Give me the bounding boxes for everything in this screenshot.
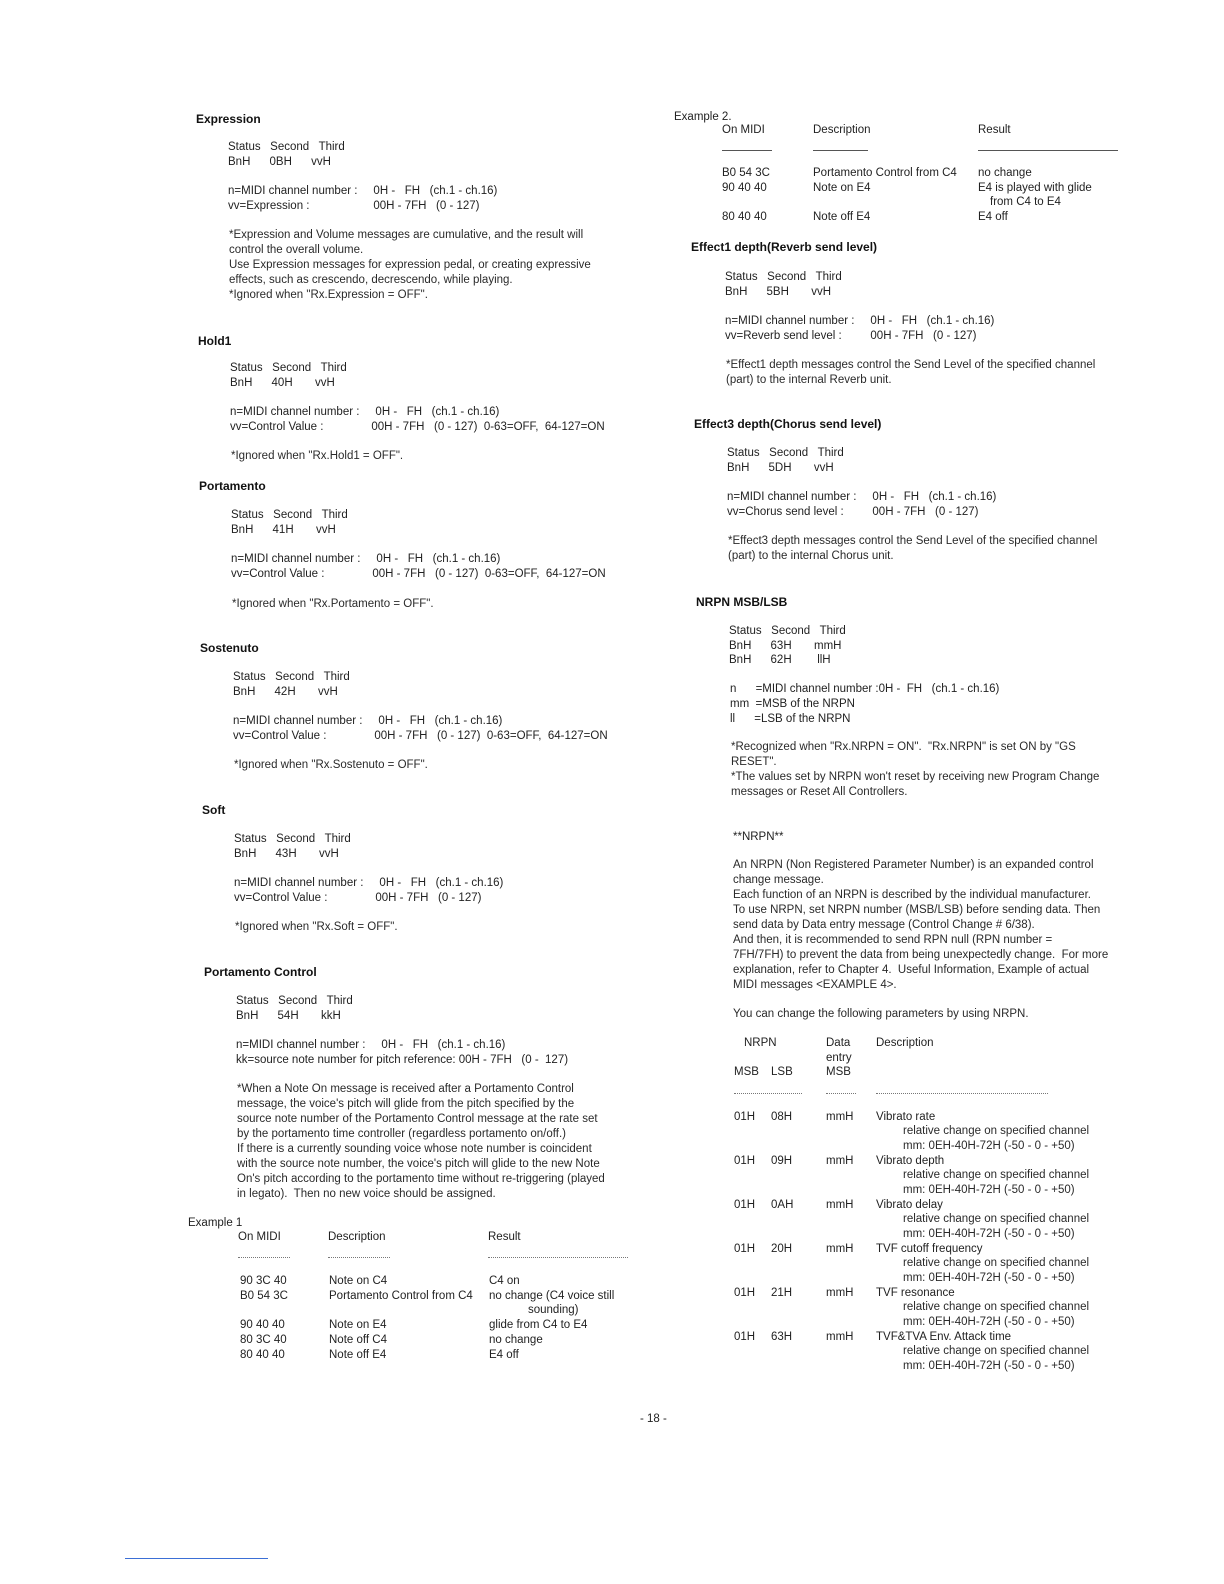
hold1-heading: Hold1 — [198, 334, 232, 348]
nrpn-row-detail: relative change on specified channel — [903, 1301, 1090, 1313]
portamento-note: *Ignored when "Rx.Portamento = OFF". — [232, 598, 434, 610]
nrpn-status-row: BnH 62H llH — [729, 654, 831, 666]
portamento-control-status-header: Status Second Third — [236, 995, 353, 1007]
effect3-status-header: Status Second Third — [727, 447, 844, 459]
example1-cell: B0 54 3C — [240, 1290, 288, 1302]
hold1-status-row: BnH 40H vvH — [230, 377, 335, 389]
portamento-control-param-channel: n=MIDI channel number : 0H - FH (ch.1 - ch.16) — [236, 1039, 506, 1051]
nrpn-table-header-entry: entry — [826, 1052, 852, 1064]
soft-status-row: BnH 43H vvH — [234, 848, 339, 860]
expression-param-channel: n=MIDI channel number : 0H - FH (ch.1 - ch.16) — [228, 185, 498, 197]
example1-cell: Note off E4 — [329, 1349, 387, 1361]
nrpn-param: mm =MSB of the NRPN — [730, 698, 855, 710]
example2-title: Example 2. — [674, 111, 732, 123]
nrpn-row-range: mm: 0EH-40H-72H (-50 - 0 - +50) — [903, 1272, 1075, 1284]
nrpn-row-range: mm: 0EH-40H-72H (-50 - 0 - +50) — [903, 1360, 1075, 1372]
hold1-note: *Ignored when "Rx.Hold1 = OFF". — [231, 450, 404, 462]
nrpn-row-lsb: 21H — [771, 1287, 793, 1299]
example1-cell: C4 on — [489, 1275, 520, 1287]
example2-cell: E4 is played with glide — [978, 182, 1092, 194]
hold1-param-channel: n=MIDI channel number : 0H - FH (ch.1 - ch.16) — [230, 406, 500, 418]
example2-cell: no change — [978, 167, 1032, 179]
soft-note: *Ignored when "Rx.Soft = OFF". — [235, 921, 398, 933]
example2-cell: B0 54 3C — [722, 167, 770, 179]
nrpn-description-line: send data by Data entry message (Control Change # 6/38). — [733, 919, 1035, 931]
hold1-status-header: Status Second Third — [230, 362, 347, 374]
nrpn-row-data: mmH — [826, 1287, 854, 1299]
expression-note-line: effects, such as crescendo, decrescendo, while playing. — [229, 274, 513, 286]
effect3-param-channel: n=MIDI channel number : 0H - FH (ch.1 - ch.16) — [727, 491, 997, 503]
nrpn-note-line: *Recognized when "Rx.NRPN = ON". "Rx.NRPN" is set ON by "GS — [731, 741, 1076, 753]
nrpn-row-msb: 01H — [734, 1243, 756, 1255]
nrpn-subheading: **NRPN** — [733, 831, 784, 843]
expression-heading: Expression — [196, 112, 261, 126]
nrpn-row-range: mm: 0EH-40H-72H (-50 - 0 - +50) — [903, 1140, 1075, 1152]
nrpn-row-lsb: 09H — [771, 1155, 793, 1167]
nrpn-row-name: TVF resonance — [876, 1287, 955, 1299]
portamento-param-value: vv=Control Value : 00H - 7FH (0 - 127) 0-63=OFF, 64-127=ON — [231, 568, 606, 580]
nrpn-row-detail: relative change on specified channel — [903, 1345, 1090, 1357]
effect3-status-row: BnH 5DH vvH — [727, 462, 834, 474]
example1-cell: 80 3C 40 — [240, 1334, 287, 1346]
example1-header-result: Result — [488, 1231, 521, 1243]
nrpn-row-detail: relative change on specified channel — [903, 1125, 1090, 1137]
example1-cell: Note off C4 — [329, 1334, 387, 1346]
sostenuto-heading: Sostenuto — [200, 641, 259, 655]
example2-cell: 90 40 40 — [722, 182, 767, 194]
expression-status-header: Status Second Third — [228, 141, 345, 153]
example2-header-midi: On MIDI — [722, 124, 765, 136]
nrpn-param: n =MIDI channel number :0H - FH (ch.1 - ch.16) — [730, 683, 1000, 695]
nrpn-table-header-lsb: LSB — [771, 1066, 793, 1078]
portamento-heading: Portamento — [199, 479, 266, 493]
example1-cell: Portamento Control from C4 — [329, 1290, 473, 1302]
example2-cell: E4 off — [978, 211, 1008, 223]
sostenuto-param-value: vv=Control Value : 00H - 7FH (0 - 127) 0-63=OFF, 64-127=ON — [233, 730, 608, 742]
nrpn-row-range: mm: 0EH-40H-72H (-50 - 0 - +50) — [903, 1316, 1075, 1328]
example2-header-rule — [722, 150, 772, 151]
nrpn-row-name: TVF cutoff frequency — [876, 1243, 983, 1255]
effect3-heading: Effect3 depth(Chorus send level) — [694, 417, 882, 431]
nrpn-description-line: To use NRPN, set NRPN number (MSB/LSB) before sending data. Then — [733, 904, 1101, 916]
expression-param-value: vv=Expression : 00H - 7FH (0 - 127) — [228, 200, 480, 212]
expression-note-line: *Ignored when "Rx.Expression = OFF". — [229, 289, 428, 301]
nrpn-row-msb: 01H — [734, 1155, 756, 1167]
nrpn-description-line: Each function of an NRPN is described by the individual manufacturer. — [733, 889, 1091, 901]
nrpn-row-detail: relative change on specified channel — [903, 1257, 1090, 1269]
portamento-status-row: BnH 41H vvH — [231, 524, 336, 536]
nrpn-table-rule — [734, 1093, 802, 1094]
example1-title: Example 1 — [188, 1217, 243, 1229]
example2-cell: Note off E4 — [813, 211, 871, 223]
portamento-control-note-line: *When a Note On message is received after a Portamento Control — [237, 1083, 574, 1095]
nrpn-row-lsb: 63H — [771, 1331, 793, 1343]
nrpn-row-msb: 01H — [734, 1331, 756, 1343]
nrpn-table-rule — [826, 1093, 856, 1094]
portamento-control-note-line: If there is a currently sounding voice whose note number is coincident — [237, 1143, 592, 1155]
nrpn-row-data: mmH — [826, 1155, 854, 1167]
nrpn-table-rule — [876, 1093, 1048, 1094]
nrpn-table-header-msb: MSB — [734, 1066, 759, 1078]
soft-heading: Soft — [202, 803, 226, 817]
effect3-note-line: (part) to the internal Chorus unit. — [728, 550, 894, 562]
nrpn-row-lsb: 20H — [771, 1243, 793, 1255]
nrpn-table-header-data: Data — [826, 1037, 851, 1049]
example2-header-result: Result — [978, 124, 1011, 136]
portamento-control-note-line: by the portamento time controller (regardless portamento on/off.) — [237, 1128, 566, 1140]
effect3-param-value: vv=Chorus send level : 00H - 7FH (0 - 127) — [727, 506, 979, 518]
portamento-control-param-source: kk=source note number for pitch reference: 00H - 7FH (0 - 127) — [236, 1054, 569, 1066]
portamento-control-note-line: with the source note number, the voice's pitch will glide to the new Note — [237, 1158, 600, 1170]
nrpn-row-data: mmH — [826, 1331, 854, 1343]
effect1-param-channel: n=MIDI channel number : 0H - FH (ch.1 - ch.16) — [725, 315, 995, 327]
soft-status-header: Status Second Third — [234, 833, 351, 845]
nrpn-row-data: mmH — [826, 1199, 854, 1211]
example1-cell: no change (C4 voice still — [489, 1290, 615, 1302]
sostenuto-status-header: Status Second Third — [233, 671, 350, 683]
nrpn-row-lsb: 0AH — [771, 1199, 794, 1211]
effect1-note-line: (part) to the internal Reverb unit. — [726, 374, 892, 386]
nrpn-param: ll =LSB of the NRPN — [730, 713, 851, 725]
nrpn-row-detail: relative change on specified channel — [903, 1213, 1090, 1225]
nrpn-row-name: TVF&TVA Env. Attack time — [876, 1331, 1012, 1343]
example2-header-description: Description — [813, 124, 871, 136]
soft-param-channel: n=MIDI channel number : 0H - FH (ch.1 - ch.16) — [234, 877, 504, 889]
example1-cell: 80 40 40 — [240, 1349, 285, 1361]
example2-cell: from C4 to E4 — [990, 196, 1061, 208]
example1-header-description: Description — [328, 1231, 386, 1243]
example1-cell: glide from C4 to E4 — [489, 1319, 588, 1331]
portamento-control-heading: Portamento Control — [204, 965, 317, 979]
effect1-note-line: *Effect1 depth messages control the Send Level of the specified channel — [726, 359, 1096, 371]
nrpn-description-line: explanation, refer to Chapter 4. Useful Information, Example of actual — [733, 964, 1090, 976]
nrpn-row-msb: 01H — [734, 1287, 756, 1299]
page-number: - 18 - — [640, 1413, 667, 1425]
hold1-param-value: vv=Control Value : 00H - 7FH (0 - 127) 0-63=OFF, 64-127=ON — [230, 421, 605, 433]
nrpn-row-data: mmH — [826, 1111, 854, 1123]
expression-note-line: *Expression and Volume messages are cumulative, and the result will — [229, 229, 584, 241]
effect1-param-value: vv=Reverb send level : 00H - 7FH (0 - 127) — [725, 330, 977, 342]
example2-header-rule — [978, 150, 1118, 151]
example1-header-rule — [238, 1257, 290, 1258]
effect1-status-row: BnH 5BH vvH — [725, 286, 832, 298]
nrpn-note-line: messages or Reset All Controllers. — [731, 786, 908, 798]
example1-cell: E4 off — [489, 1349, 519, 1361]
nrpn-description-line: And then, it is recommended to send RPN null (RPN number = — [733, 934, 1053, 946]
expression-status-row: BnH 0BH vvH — [228, 156, 331, 168]
nrpn-status-row: BnH 63H mmH — [729, 640, 842, 652]
example1-cell: 90 3C 40 — [240, 1275, 287, 1287]
effect1-heading: Effect1 depth(Reverb send level) — [691, 240, 878, 254]
sostenuto-status-row: BnH 42H vvH — [233, 686, 338, 698]
nrpn-row-name: Vibrato delay — [876, 1199, 943, 1211]
effect3-note-line: *Effect3 depth messages control the Send Level of the specified channel — [728, 535, 1098, 547]
nrpn-row-msb: 01H — [734, 1111, 756, 1123]
nrpn-row-name: Vibrato rate — [876, 1111, 936, 1123]
expression-note-line: Use Expression messages for expression pedal, or creating expressive — [229, 259, 591, 271]
portamento-control-note-line: On's pitch according to the portamento time without re-triggering (played — [237, 1173, 605, 1185]
example1-header-midi: On MIDI — [238, 1231, 281, 1243]
nrpn-row-data: mmH — [826, 1243, 854, 1255]
portamento-param-channel: n=MIDI channel number : 0H - FH (ch.1 - ch.16) — [231, 553, 501, 565]
effect1-status-header: Status Second Third — [725, 271, 842, 283]
nrpn-table-header-description: Description — [876, 1037, 934, 1049]
nrpn-row-msb: 01H — [734, 1199, 756, 1211]
example1-cell: Note on C4 — [329, 1275, 388, 1287]
nrpn-row-range: mm: 0EH-40H-72H (-50 - 0 - +50) — [903, 1228, 1075, 1240]
nrpn-description-line: change message. — [733, 874, 824, 886]
portamento-control-note-line: source note number of the Portamento Control message at the rate set — [237, 1113, 598, 1125]
portamento-status-header: Status Second Third — [231, 509, 348, 521]
nrpn-row-detail: relative change on specified channel — [903, 1169, 1090, 1181]
nrpn-description-line: 7FH/7FH) to prevent the data from being unexpectedly change. For more — [733, 949, 1109, 961]
nrpn-table-intro: You can change the following parameters by using NRPN. — [733, 1008, 1029, 1020]
example1-cell: 90 40 40 — [240, 1319, 285, 1331]
expression-note-line: control the overall volume. — [229, 244, 364, 256]
example1-cell: sounding) — [528, 1304, 579, 1316]
nrpn-description-line: MIDI messages <EXAMPLE 4>. — [733, 979, 897, 991]
soft-param-value: vv=Control Value : 00H - 7FH (0 - 127) — [234, 892, 482, 904]
example1-header-rule — [488, 1257, 628, 1258]
example1-header-rule — [328, 1257, 390, 1258]
nrpn-row-lsb: 08H — [771, 1111, 793, 1123]
nrpn-table-header-nrpn: NRPN — [744, 1037, 777, 1049]
nrpn-row-range: mm: 0EH-40H-72H (-50 - 0 - +50) — [903, 1184, 1075, 1196]
example2-header-rule — [813, 150, 868, 151]
example1-cell: Note on E4 — [329, 1319, 387, 1331]
nrpn-note-line: RESET". — [731, 756, 777, 768]
nrpn-description-line: An NRPN (Non Registered Parameter Number) is an expanded control — [733, 859, 1094, 871]
nrpn-row-name: Vibrato depth — [876, 1155, 945, 1167]
portamento-control-status-row: BnH 54H kkH — [236, 1010, 341, 1022]
example2-cell: Note on E4 — [813, 182, 871, 194]
portamento-control-note-line: message, the voice's pitch will glide from the pitch specified by the — [237, 1098, 575, 1110]
portamento-control-note-line: in legato). Then no new voice should be assigned. — [237, 1188, 496, 1200]
example1-cell: no change — [489, 1334, 543, 1346]
example2-cell: Portamento Control from C4 — [813, 167, 957, 179]
nrpn-status-header: Status Second Third — [729, 625, 846, 637]
example2-cell: 80 40 40 — [722, 211, 767, 223]
sostenuto-param-channel: n=MIDI channel number : 0H - FH (ch.1 - ch.16) — [233, 715, 503, 727]
nrpn-heading: NRPN MSB/LSB — [696, 595, 788, 609]
scan-edge-line — [125, 1558, 268, 1559]
nrpn-table-header-entry-msb: MSB — [826, 1066, 851, 1078]
sostenuto-note: *Ignored when "Rx.Sostenuto = OFF". — [234, 759, 428, 771]
nrpn-note-line: *The values set by NRPN won't reset by receiving new Program Change — [731, 771, 1100, 783]
